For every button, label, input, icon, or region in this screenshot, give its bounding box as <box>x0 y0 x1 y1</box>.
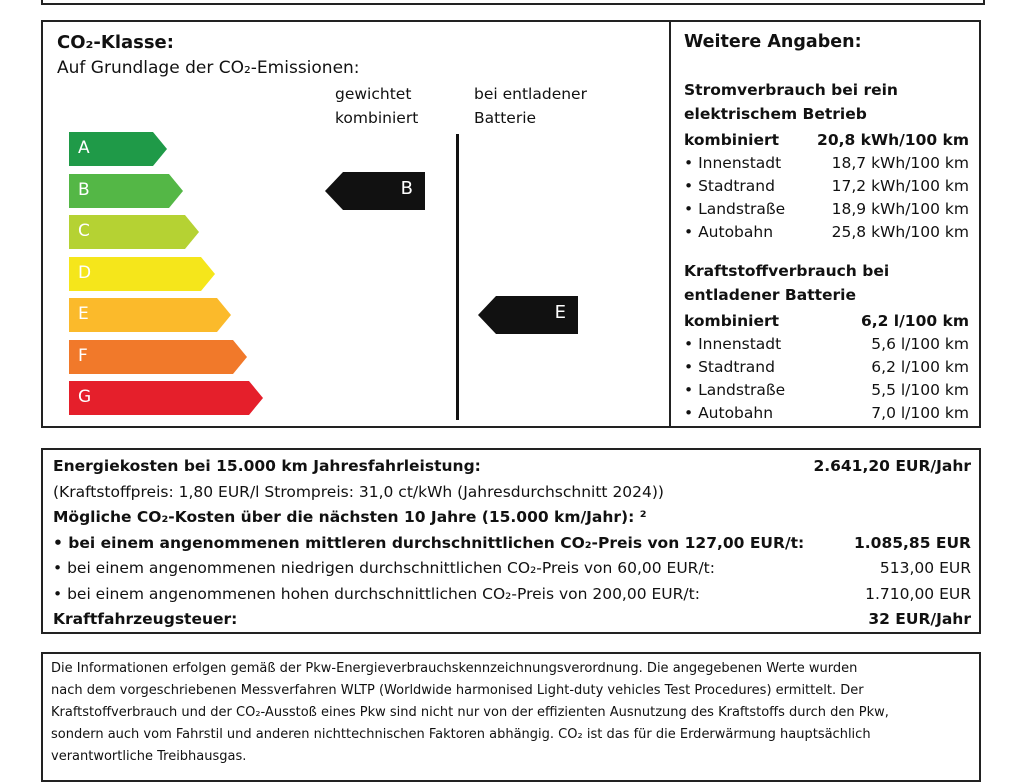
row-label: • Landstraße <box>684 200 786 218</box>
class-letter: D <box>78 262 92 283</box>
fuel-consumption-heading: Kraftstoffverbrauch bei entladener Batterie <box>684 262 890 304</box>
discharged-class-marker <box>478 296 578 334</box>
further-info-panel <box>669 20 981 428</box>
class-bar-e <box>69 298 231 332</box>
cost-label: • bei einem angenommenen niedrigen durchschnittlichen CO₂-Preis von 60,00 EUR/t: <box>53 559 715 577</box>
row-label: • Stadtrand <box>684 177 775 195</box>
row-value: 5,5 l/100 km <box>871 381 969 399</box>
column-header-discharged: bei entladener Batterie <box>474 85 587 127</box>
disclaimer-text <box>51 658 971 768</box>
electric-consumption-heading: Stromverbrauch bei rein elektrischem Betrieb <box>684 81 898 123</box>
consumption-row <box>684 379 969 402</box>
class-bar-g <box>69 381 263 415</box>
disclaimer-line: sondern auch vom Fahrstil und anderen nichttechnischen Faktoren abhängig. CO₂ ist das für die Erderwärmung hauptsächlich <box>51 727 871 742</box>
consumption-row <box>684 198 969 221</box>
cost-row <box>53 505 971 529</box>
class-letter: B <box>78 179 90 200</box>
row-label: • Landstraße <box>684 381 786 399</box>
consumption-row <box>684 310 969 333</box>
cost-value: 32 EUR/Jahr <box>868 610 971 628</box>
consumption-row <box>684 402 969 425</box>
class-letter: G <box>78 387 92 407</box>
class-letter: E <box>78 304 89 324</box>
row-value: 7,0 l/100 km <box>871 404 969 422</box>
cost-row <box>53 607 971 631</box>
cost-label: Energiekosten bei 15.000 km Jahresfahrleistung: <box>53 457 481 475</box>
disclaimer-line: verantwortliche Treibhausgas. <box>51 749 247 764</box>
cost-row <box>53 582 971 606</box>
weighted-class-marker <box>325 172 425 210</box>
class-bar-b <box>69 174 183 208</box>
disclaimer-line: nach dem vorgeschriebenen Messverfahren WLTP (Worldwide harmonised Light-duty vehicles Test Procedures) ermittelt. Der <box>51 683 864 698</box>
further-info-title: Weitere Angaben: <box>684 32 862 52</box>
row-label: • Stadtrand <box>684 358 775 376</box>
cost-label: (Kraftstoffpreis: 1,80 EUR/l Strompreis: 31,0 ct/kWh (Jahresdurchschnitt 2024)) <box>53 482 664 501</box>
row-label: kombiniert <box>684 312 780 330</box>
column-header-weighted: gewichtet kombiniert <box>335 85 419 127</box>
class-letter: A <box>78 138 90 158</box>
cost-row <box>53 454 971 478</box>
row-value: 18,7 kWh/100 km <box>831 154 969 172</box>
row-label: • Autobahn <box>684 223 774 241</box>
consumption-row <box>684 333 969 356</box>
row-value: 6,2 l/100 km <box>860 312 969 330</box>
consumption-row <box>684 356 969 379</box>
marker-letter: B <box>400 177 413 199</box>
cost-value: 513,00 EUR <box>879 559 971 577</box>
class-letter: C <box>78 221 90 241</box>
cost-label: • bei einem angenommenen mittleren durchschnittlichen CO₂-Preis von 127,00 EUR/t: <box>53 533 805 552</box>
row-value: 5,6 l/100 km <box>871 335 969 353</box>
consumption-row <box>684 175 969 198</box>
disclaimer-panel <box>41 652 981 782</box>
cost-row <box>53 480 971 504</box>
cost-row <box>53 556 971 580</box>
cost-value: 1.085,85 EUR <box>854 533 971 552</box>
costs-panel <box>41 448 981 634</box>
row-label: • Innenstadt <box>684 154 782 172</box>
consumption-row <box>684 152 969 175</box>
consumption-row <box>684 221 969 244</box>
co2-class-title: CO₂-Klasse: <box>57 32 174 53</box>
class-bar-f <box>69 340 247 374</box>
consumption-row <box>684 129 969 152</box>
cost-label: Kraftfahrzeugsteuer: <box>53 610 238 628</box>
cost-value: 2.641,20 EUR/Jahr <box>813 457 971 475</box>
class-bar-d <box>69 257 215 291</box>
cost-row <box>53 531 971 555</box>
class-bar-a <box>69 132 167 166</box>
disclaimer-line: Die Informationen erfolgen gemäß der Pkw-Energieverbrauchskennzeichnungsverordnung. Die angegebenen Werte wurden <box>51 661 858 676</box>
cost-label: • bei einem angenommenen hohen durchschnittlichen CO₂-Preis von 200,00 EUR/t: <box>53 584 700 603</box>
row-value: 6,2 l/100 km <box>871 358 969 376</box>
column-divider <box>456 134 459 420</box>
class-letter: F <box>78 345 88 366</box>
disclaimer-line: Kraftstoffverbrauch und der CO₂-Ausstoß eines Pkw sind nicht nur von der effizienten Ausnutzung des Kraftstoffs durch den Pkw, <box>51 705 889 720</box>
row-label: kombiniert <box>684 131 780 149</box>
co2-class-subtitle: Auf Grundlage der CO₂-Emissionen: <box>57 58 360 78</box>
row-label: • Innenstadt <box>684 335 782 353</box>
cost-label: Mögliche CO₂-Kosten über die nächsten 10 Jahre (15.000 km/Jahr): ² <box>53 508 647 526</box>
row-value: 17,2 kWh/100 km <box>831 177 969 195</box>
row-value: 18,9 kWh/100 km <box>831 200 969 218</box>
row-value: 20,8 kWh/100 km <box>817 131 969 149</box>
row-value: 25,8 kWh/100 km <box>831 223 969 241</box>
top-border-strip <box>41 0 985 5</box>
class-bar-c <box>69 215 199 249</box>
co2-class-panel <box>41 20 671 428</box>
cost-value: 1.710,00 EUR <box>865 584 971 603</box>
marker-letter: E <box>554 302 566 323</box>
row-label: • Autobahn <box>684 404 774 422</box>
